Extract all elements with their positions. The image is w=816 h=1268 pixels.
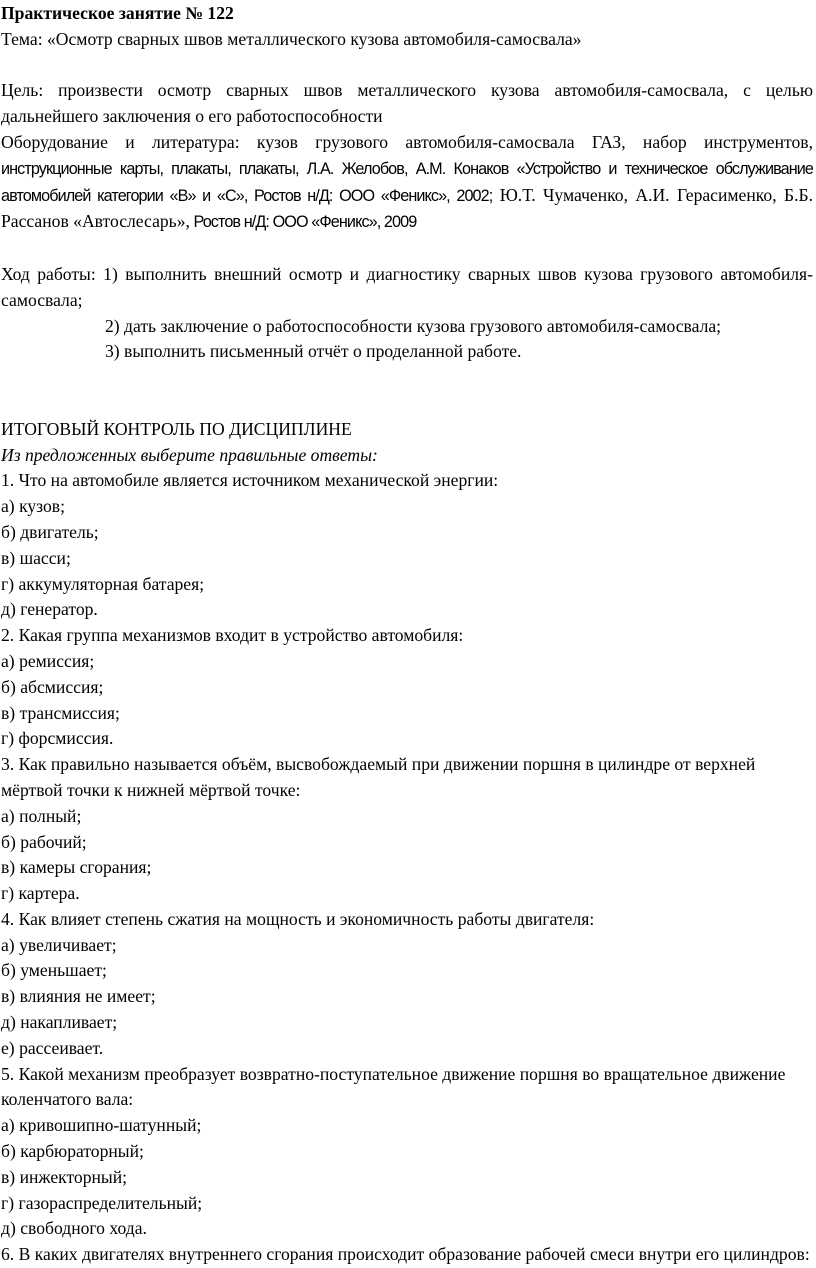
answer-option: а) кривошипно-шатунный; (1, 1115, 202, 1136)
answer-option: в) камеры сгорания; (1, 857, 152, 878)
question-text: 6. В каких двигателях внутреннего сгорания происходит образование рабочей смеси внутри его цилиндров: (1, 1244, 810, 1265)
document-title: Практическое занятие № 122 (1, 3, 234, 23)
answer-option: а) ремиссия; (1, 650, 95, 671)
equipment-text-2: инструкционные карты, плакаты, плакаты, Л.А. Желобов, А.М. Конаков «Устройство и техническое обслуживание автомобилей категории «В» и «С», Ростов н/Д: ООО «Феникс», 2002; (1, 159, 813, 205)
answer-option: е) рассеивает. (1, 1037, 104, 1058)
equipment-paragraph (1, 130, 813, 236)
spacer (1, 236, 813, 262)
procedure-step-1: Ход работы: 1) выполнить внешний осмотр и диагностику сварных швов кузова грузового автомобиля-самосвала; (1, 263, 813, 310)
answer-option: б) рабочий; (1, 831, 87, 852)
answer-option: а) полный; (1, 805, 82, 826)
procedure-step-3: 3) выполнить письменный отчёт о проделанной работе. (105, 341, 522, 362)
spacer (1, 365, 813, 417)
answer-option: г) аккумуляторная батарея; (1, 573, 205, 594)
answer-option: б) двигатель; (1, 521, 99, 542)
equipment-text-1: Оборудование и литература: кузов грузового автомобиля-самосвала ГАЗ, набор инструментов, (1, 131, 813, 152)
answer-option: б) абсмиссия; (1, 676, 104, 697)
answer-option: б) карбюраторный; (1, 1141, 144, 1162)
answer-option: б) уменьшает; (1, 960, 107, 981)
test-heading: ИТОГОВЫЙ КОНТРОЛЬ ПО ДИСЦИПЛИНЕ (1, 418, 352, 439)
test-instruction: Из предложенных выберите правильные ответы: (1, 444, 378, 465)
question-text: 5. Какой механизм преобразует возвратно-поступательное движение поршня во вращательное движение коленчатого вала: (1, 1063, 786, 1110)
question-text: 3. Как правильно называется объём, высвобождаемый при движении поршня в цилиндре от верхней мёртвой точки к нижней мёртвой точке: (1, 754, 756, 800)
answer-option: г) форсмиссия. (1, 728, 114, 749)
spacer (1, 53, 813, 79)
answer-option: в) трансмиссия; (1, 702, 120, 723)
answer-option: в) шасси; (1, 547, 71, 568)
equipment-text-3: Ю.Т. Чумаченко, А.И. Герасименко, Б.Б. Рассанов «Автослесарь», (1, 184, 813, 232)
question-text: 4. Как влияет степень сжатия на мощность и экономичность работы двигателя: (1, 908, 595, 929)
answer-option: а) увеличивает; (1, 934, 117, 955)
answer-option: г) картера. (1, 883, 80, 904)
answer-option: д) накапливает; (1, 1012, 118, 1033)
answer-option: а) кузов; (1, 496, 66, 517)
question-list (1, 468, 813, 1268)
topic-line: Тема: «Осмотр сварных швов металлического кузова автомобиля-самосвала» (1, 28, 582, 49)
answer-option: д) генератор. (1, 599, 98, 620)
answer-option: д) свободного хода. (1, 1218, 147, 1239)
procedure-step-2: 2) дать заключение о работоспособности кузова грузового автомобиля-самосвала; (105, 315, 722, 336)
answer-option: в) влияния не имеет; (1, 986, 156, 1007)
equipment-text-4: Ростов н/Д: ООО «Феникс», 2009 (189, 213, 417, 232)
goal-paragraph: Цель: произвести осмотр сварных швов металлического кузова автомобиля-самосвала, с целью дальнейшего заключения о его работоспособности (1, 80, 813, 127)
question-text: 1. Что на автомобиле является источником механической энергии: (1, 470, 499, 491)
question-text: 2. Какая группа механизмов входит в устройство автомобиля: (1, 625, 464, 646)
answer-option: г) газораспределительный; (1, 1192, 203, 1213)
answer-option: в) инжекторный; (1, 1166, 128, 1187)
